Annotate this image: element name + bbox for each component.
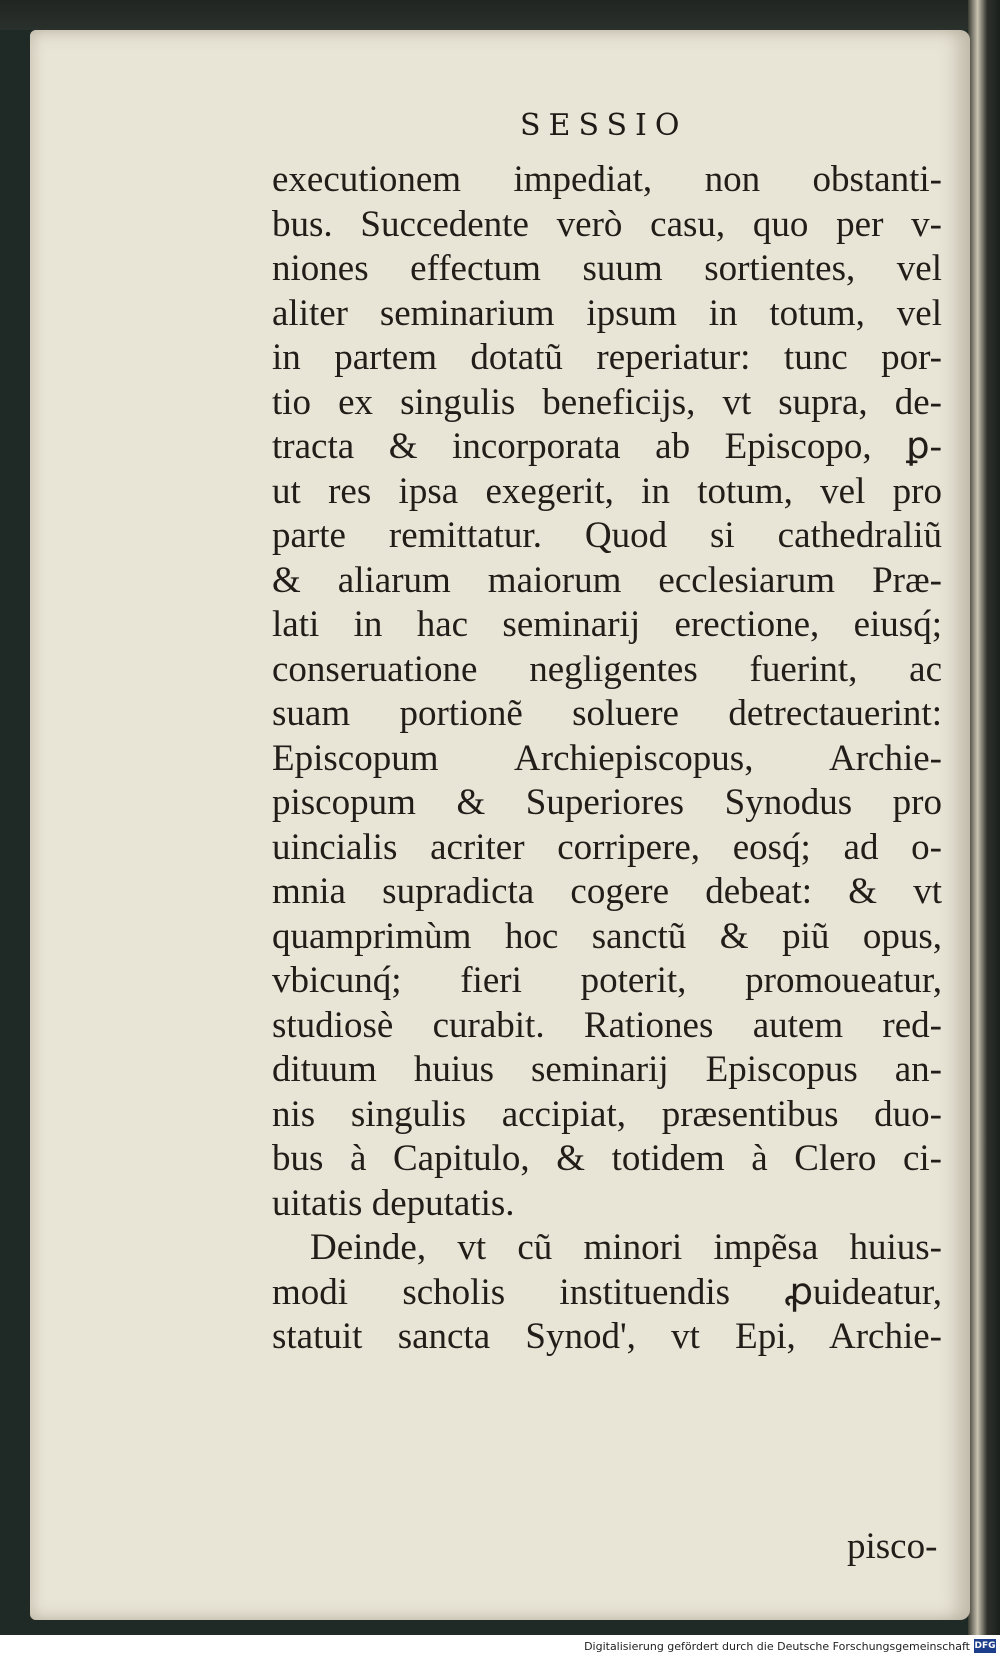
text-line: dituum huius seminarij Episcopus an- [272,1049,942,1090]
text-line: bus. Succedente verò casu, quo per v- [272,203,942,245]
text-line: conseruatione negligentes fuerint, ac [272,648,942,690]
body-text [272,158,942,1360]
footer-credit: Digitalisierung gefördert durch die Deutsche Forschungsgemeinschaft [584,1640,970,1653]
text-line: bus à Capitulo, & totidem à Clero ci- [272,1138,942,1179]
text-line: uitatis deputatis. [272,1182,515,1224]
text-line: Episcopum Archiepiscopus, Archie- [272,737,942,779]
catchword: pisco- [847,1526,938,1567]
text-line: tracta & incorporata ab Episcopo, ꝑ- [272,426,942,467]
text-line: in partem dotatũ reperiatur: tunc por- [272,337,942,378]
running-head: SESSIO [520,108,688,143]
text-line: lati in hac seminarij erectione, eiusq́; [272,604,942,645]
text-line: Deinde, vt cũ minori impẽsa huius- [310,1227,942,1268]
text-line: quamprimùm hoc sanctũ & piũ opus, [272,915,942,957]
text-line: niones effectum suum sortientes, vel [272,248,942,289]
text-line: executionem impediat, non obstanti- [272,159,942,200]
text-line: piscopum & Superiores Synodus pro [272,782,942,823]
book-edge-right [968,0,1000,1635]
text-line: suam portionẽ soluere detrectauerint: [272,693,942,734]
text-line: parte remittatur. Quod si cathedraliũ [272,515,942,556]
text-line: mnia supradicta cogere debeat: & vt [272,871,942,912]
text-line: nis singulis accipiat, præsentibus duo- [272,1093,942,1135]
text-line: vbicunq́; fieri poterit, promoueatur, [272,960,942,1001]
text-line: studiosè curabit. Rationes autem red- [272,1004,942,1046]
text-line: modi scholis instituendis ꝓuideatur, [272,1271,942,1313]
text-line: & aliarum maiorum ecclesiarum Præ- [272,559,942,601]
dfg-logo-icon: DFG [974,1641,996,1651]
text-line: tio ex singulis beneficijs, vt supra, de- [272,381,942,423]
text-line: statuit sancta Synod', vt Epi, Archie- [272,1316,942,1357]
text-line: ut res ipsa exegerit, in totum, vel pro [272,470,942,512]
book-edge-top [0,0,1000,30]
text-line: uincialis acriter corripere, eosq́; ad o- [272,826,942,868]
text-line: aliter seminarium ipsum in totum, vel [272,292,942,334]
